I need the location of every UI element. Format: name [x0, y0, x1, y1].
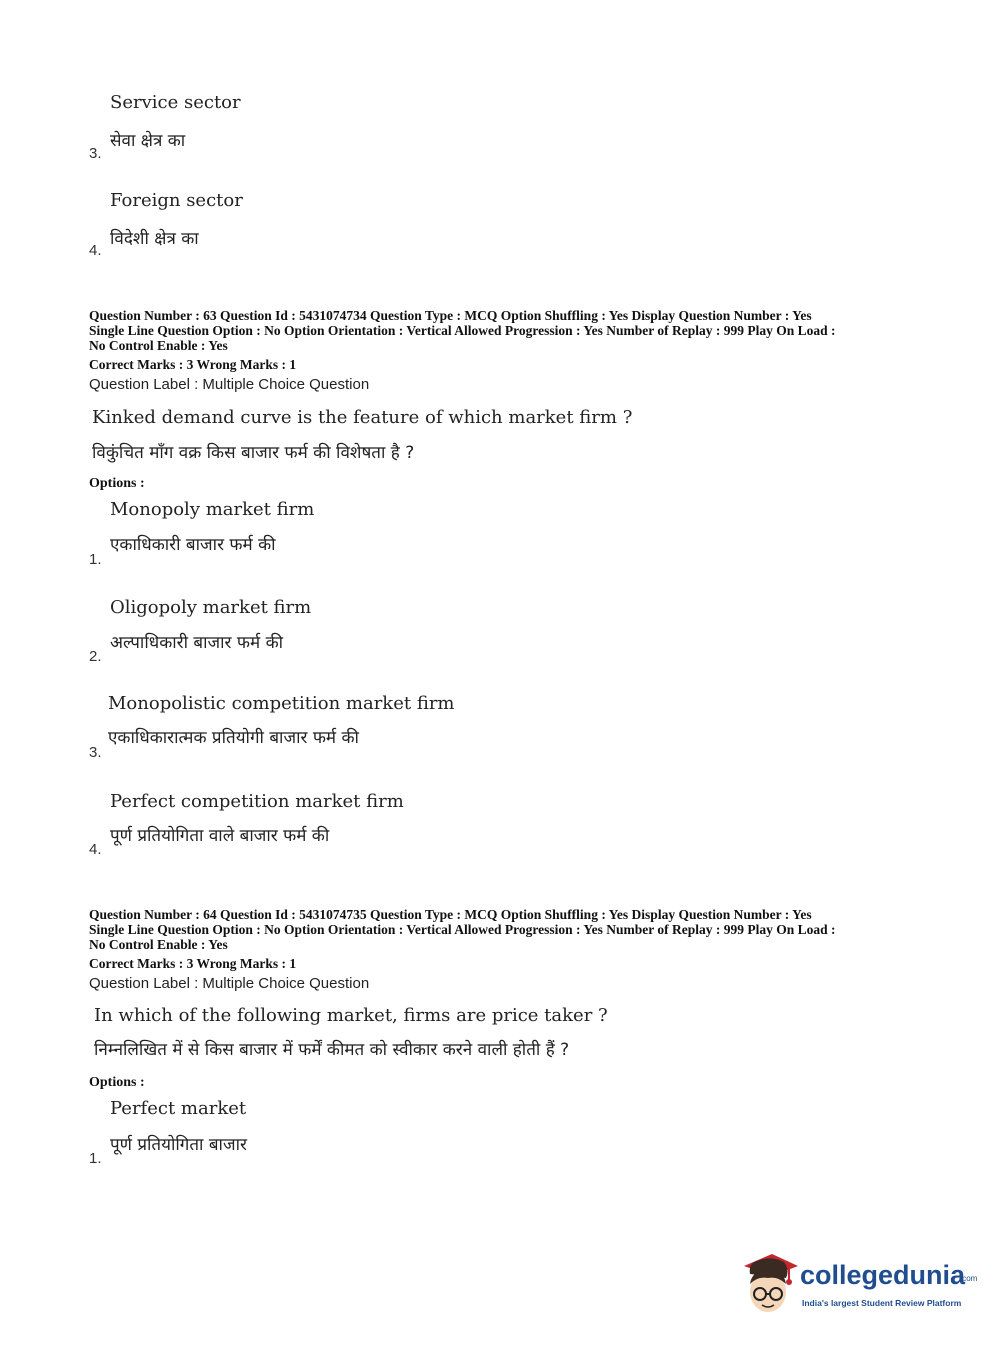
option-hindi: एकाधिकारात्मक प्रतियोगी बाजार फर्म की [108, 728, 359, 748]
option-english: Oligopoly market firm [110, 597, 312, 618]
meta-line: No Control Enable : Yes [89, 937, 228, 952]
option-hindi: पूर्ण प्रतियोगिता वाले बाजार फर्म की [110, 826, 330, 846]
option-hindi: सेवा क्षेत्र का [110, 131, 186, 151]
option-number: 4. [89, 841, 102, 858]
meta-line: Question Number : 64 Question Id : 5431074735 Question Type : MCQ Option Shuffling : Yes Display Question Number : Yes [89, 907, 812, 922]
option-hindi: विदेशी क्षेत्र का [110, 229, 199, 249]
question-text-english: Kinked demand curve is the feature of which market firm ? [92, 407, 633, 428]
option-english: Perfect market [110, 1098, 247, 1119]
question-text-hindi: विकुंचित माँग वक्र किस बाजार फर्म की विशेषता है ? [92, 443, 415, 463]
option-english: Monopolistic competition market firm [108, 693, 455, 714]
meta-line: No Control Enable : Yes [89, 338, 228, 353]
option-english: Perfect competition market firm [110, 791, 404, 812]
question-meta [89, 907, 919, 952]
question-marks: Correct Marks : 3 Wrong Marks : 1 [89, 357, 297, 372]
logo-brand: collegedunia [800, 1260, 966, 1290]
logo-suffix: .com [960, 1274, 978, 1283]
question-label: Question Label : Multiple Choice Question [89, 975, 370, 992]
option-hindi: अल्पाधिकारी बाजार फर्म की [110, 633, 284, 653]
option-number: 3. [89, 145, 102, 162]
option-english: Service sector [110, 92, 241, 113]
question-label: Question Label : Multiple Choice Question [89, 376, 370, 393]
options-heading: Options : [89, 1075, 145, 1090]
option-hindi: पूर्ण प्रतियोगिता बाजार [110, 1135, 247, 1155]
option-number: 1. [89, 551, 102, 568]
collegedunia-logo[interactable] [738, 1248, 978, 1318]
option-number: 2. [89, 648, 102, 665]
meta-line: Single Line Question Option : No Option Orientation : Vertical Allowed Progression : Yes Number of Replay : 999 Play On Load : [89, 323, 836, 338]
options-heading: Options : [89, 476, 145, 491]
meta-line: Question Number : 63 Question Id : 5431074734 Question Type : MCQ Option Shuffling : Yes Display Question Number : Yes [89, 308, 812, 323]
mascot-icon [738, 1248, 800, 1318]
option-number: 4. [89, 242, 102, 259]
option-english: Monopoly market firm [110, 499, 315, 520]
option-english: Foreign sector [110, 190, 243, 211]
question-marks: Correct Marks : 3 Wrong Marks : 1 [89, 956, 297, 971]
option-hindi: एकाधिकारी बाजार फर्म की [110, 535, 276, 555]
question-meta [89, 308, 919, 353]
logo-tagline: India's largest Student Review Platform [802, 1298, 962, 1308]
meta-line: Single Line Question Option : No Option Orientation : Vertical Allowed Progression : Yes Number of Replay : 999 Play On Load : [89, 922, 836, 937]
question-text-hindi: निम्नलिखित में से किस बाजार में फर्में कीमत को स्वीकार करने वाली होती हैं ? [94, 1040, 570, 1060]
option-number: 1. [89, 1150, 102, 1167]
question-text-english: In which of the following market, firms are price taker ? [94, 1005, 608, 1026]
option-number: 3. [89, 744, 102, 761]
